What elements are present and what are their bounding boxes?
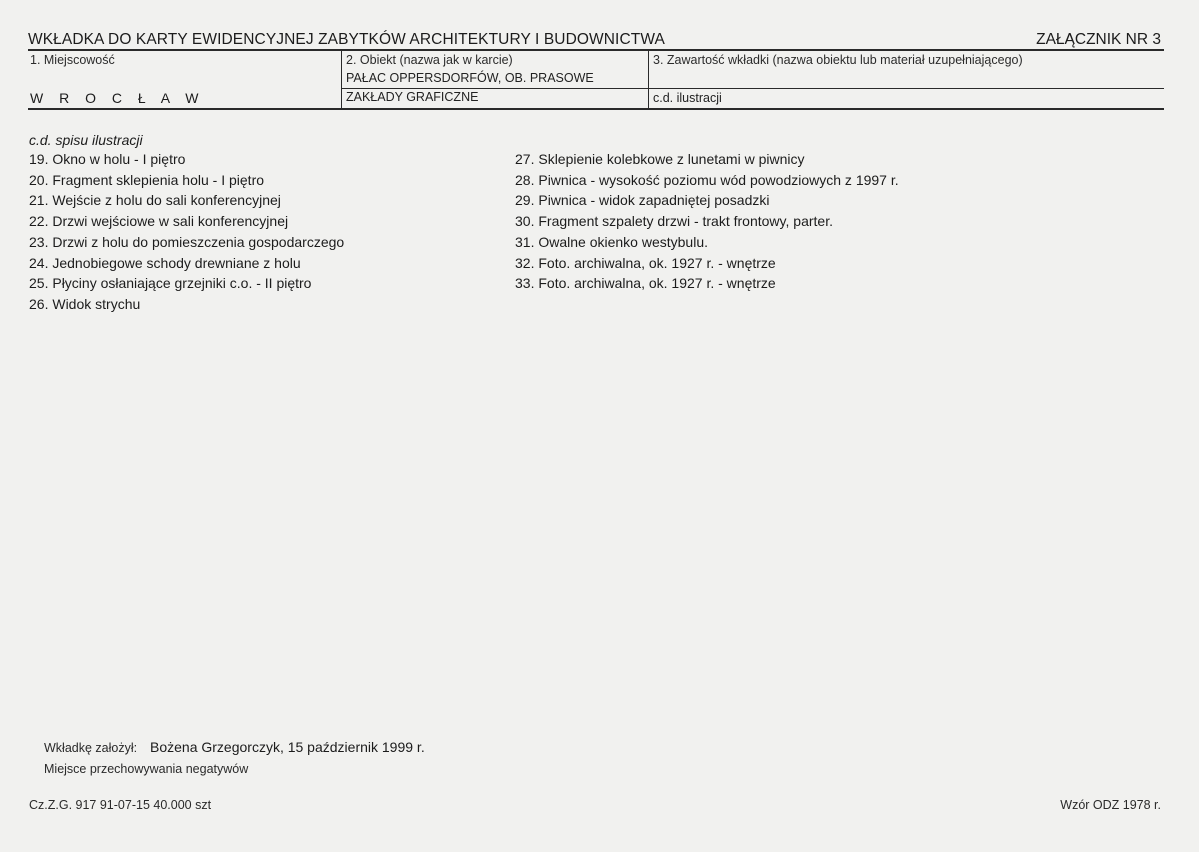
object-name-line1: PAŁAC OPPERSDORFÓW, OB. PRASOWE — [346, 71, 594, 85]
object-label: 2. Obiekt (nazwa jak w karcie) — [346, 53, 513, 67]
founder-value: Bożena Grzegorczyk, 15 październik 1999 r. — [150, 739, 425, 755]
list-heading: c.d. spisu ilustracji — [29, 132, 143, 148]
contents-value: c.d. ilustracji — [653, 91, 722, 105]
contents-label: 3. Zawartość wkładki (nazwa obiektu lub materiał uzupełniającego) — [653, 53, 1023, 67]
founder-label: Wkładkę założył: — [44, 741, 138, 755]
list-item: 30. Fragment szpalety drzwi - trakt frontowy, parter. — [515, 213, 833, 230]
column-divider-1 — [341, 49, 342, 109]
list-item: 31. Owalne okienko westybulu. — [515, 233, 708, 250]
list-item: 23. Drzwi z holu do pomieszczenia gospodarczego — [29, 233, 345, 250]
print-code: Cz.Z.G. 917 91-07-15 40.000 szt — [29, 798, 212, 812]
header-top-rule — [28, 49, 1164, 51]
list-item: 28. Piwnica - wysokość poziomu wód powodziowych z 1997 r. — [515, 171, 899, 188]
illustration-list-right — [515, 149, 899, 294]
illustration-list-left — [29, 149, 344, 315]
list-item: 22. Drzwi wejściowe w sali konferencyjnej — [29, 213, 289, 230]
locality-label: 1. Miejscowość — [30, 53, 115, 67]
list-item: 20. Fragment sklepienia holu - I piętro — [29, 171, 265, 188]
negatives-location-label: Miejsce przechowywania negatywów — [44, 762, 249, 776]
list-item: 25. Płyciny osłaniające grzejniki c.o. - II piętro — [29, 275, 312, 292]
annex-number: ZAŁĄCZNIK NR 3 — [1036, 31, 1161, 48]
contents-row-divider — [648, 88, 1164, 89]
form-title: WKŁADKA DO KARTY EWIDENCYJNEJ ZABYTKÓW ARCHITEKTURY I BUDOWNICTWA — [28, 31, 665, 48]
list-item: 29. Piwnica - widok zapadniętej posadzki — [515, 192, 770, 209]
header-bottom-rule — [28, 108, 1164, 110]
list-item: 27. Sklepienie kolebkowe z lunetami w piwnicy — [515, 151, 805, 167]
list-item: 26. Widok strychu — [29, 295, 141, 312]
locality-value: W R O C Ł A W — [30, 90, 205, 106]
list-item: 32. Foto. archiwalna, ok. 1927 r. - wnętrze — [515, 254, 776, 271]
object-row-divider — [341, 88, 648, 89]
column-divider-2 — [648, 49, 649, 109]
list-item: 24. Jednobiegowe schody drewniane z holu — [29, 254, 301, 271]
list-item: 33. Foto. archiwalna, ok. 1927 r. - wnętrze — [515, 275, 776, 292]
object-name-line2: ZAKŁADY GRAFICZNE — [346, 90, 479, 104]
list-item: 21. Wejście z holu do sali konferencyjnej — [29, 192, 281, 209]
template-code: Wzór ODZ 1978 r. — [1060, 798, 1161, 812]
list-item: 19. Okno w holu - I piętro — [29, 151, 186, 167]
